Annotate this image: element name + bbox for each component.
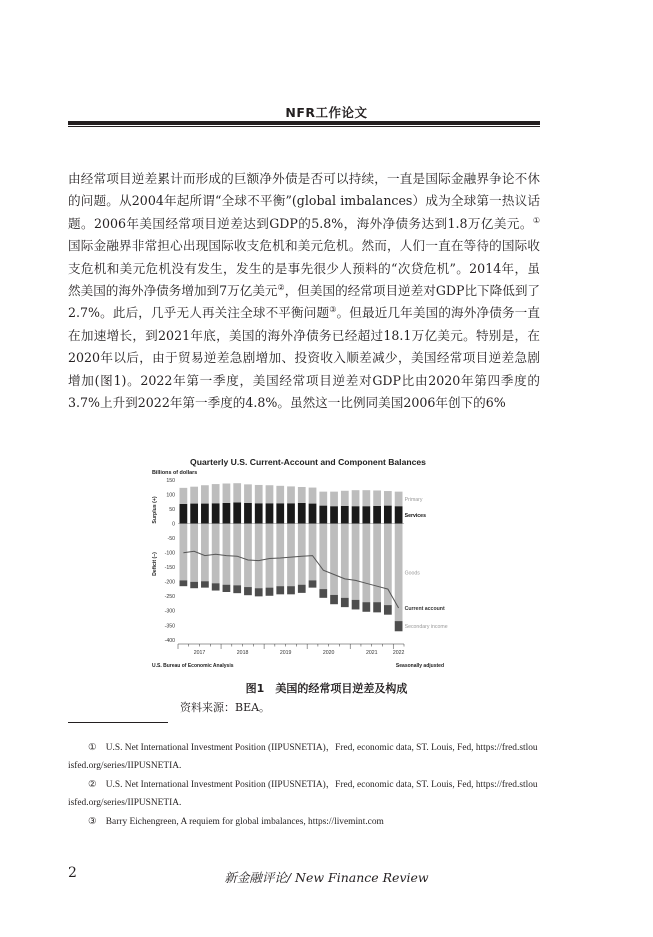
running-header-title: NFR工作论文 (285, 105, 368, 120)
bar-services (373, 506, 381, 524)
bar-primary (223, 483, 231, 502)
footnote-1: ① U.S. Net International Investment Position (IIPUSNETIA)，Fred, economic data, ST. Louis, Fed, https://fred.stlouisfed.org/series/IIPUSNETIA. (68, 743, 538, 771)
bar-secondary-income (352, 600, 360, 610)
bar-goods (309, 524, 317, 581)
footnote-separator (68, 722, 168, 723)
y-tick-label: -400 (164, 637, 175, 644)
bar-primary (373, 490, 381, 505)
header-thin-rule (68, 126, 540, 127)
year-label: 2018 (236, 650, 249, 656)
bar-services (190, 504, 198, 524)
bar-secondary-income (395, 621, 403, 631)
bar-secondary-income (201, 581, 209, 587)
bar-services (384, 506, 392, 524)
bar-services (287, 503, 295, 523)
figure-caption: 图1 美国的经常项目逆差及构成 (245, 682, 408, 695)
bar-goods (298, 524, 306, 585)
bar-primary (287, 486, 295, 503)
bar-secondary-income (212, 583, 220, 590)
bar-secondary-income (362, 602, 370, 612)
bar-secondary-income (190, 582, 198, 588)
paragraph-text-4: 。但最近几年美国的海外净债务一直在加速增长，到2021年底，美国的海外净债务已经超过18.1万亿美元。特别是，在2020年以后，由于贸易逆差急剧增加、投资收入顺差减少，美国经常项目逆差急剧增加(图1)。2022年第一季度，美国经常项目逆差对GDP比由2020年第四季度的3.7%上升到2022年第一季度的4.8%。虽然这一比例同美国2006年创下的6% (68, 305, 541, 411)
bar-services (233, 502, 241, 523)
bar-secondary-income (180, 580, 188, 586)
bar-secondary-income (330, 595, 338, 604)
bar-goods (233, 524, 241, 586)
bar-services (266, 503, 274, 523)
footnote-ref-3[interactable]: ③ (329, 305, 337, 315)
current-account-chart (148, 452, 460, 678)
chart-adjustment-label: Seasonally adjusted (395, 663, 444, 669)
bar-primary (266, 485, 274, 503)
chart-title: Quarterly U.S. Current-Account and Component Balances (190, 457, 426, 467)
footnotes (68, 740, 540, 834)
bar-primary (319, 492, 327, 506)
year-label: 2021 (365, 650, 378, 656)
bar-services (309, 504, 317, 524)
bar-goods (276, 524, 284, 587)
bar-primary (233, 483, 241, 502)
bar-goods (373, 524, 381, 603)
bar-services (244, 503, 252, 524)
legend-secondary-income: Secondary income (404, 624, 448, 631)
bar-primary (276, 486, 284, 503)
y-tick-label: 100 (166, 492, 175, 499)
bar-primary (362, 490, 370, 506)
y-tick-label: 150 (166, 477, 175, 484)
bar-primary (190, 487, 198, 504)
bar-goods (395, 524, 403, 621)
year-label: 2022 (392, 650, 405, 656)
bar-primary (201, 485, 209, 503)
bar-goods (287, 524, 295, 587)
bar-secondary-income (233, 585, 241, 593)
y-tick-label: -100 (164, 550, 175, 557)
bar-services (255, 503, 263, 523)
bar-secondary-income (223, 585, 231, 592)
y-tick-label: -50 (167, 535, 175, 542)
bar-primary (384, 491, 392, 506)
bar-goods (319, 524, 327, 589)
bar-services (362, 506, 370, 523)
bar-goods (266, 524, 274, 588)
bar-primary (212, 484, 220, 503)
legend-services: Services (404, 512, 426, 519)
bar-services (352, 506, 360, 523)
bar-services (212, 503, 220, 523)
bar-secondary-income (287, 586, 295, 594)
journal-name: 新金融评论/ New Finance Review (224, 870, 429, 885)
bar-services (180, 504, 188, 524)
y-tick-label: 50 (169, 506, 175, 513)
bar-secondary-income (309, 580, 317, 587)
year-label: 2019 (279, 650, 292, 656)
bar-goods (341, 524, 349, 598)
footnote-ref-1[interactable]: ① (532, 215, 540, 225)
bar-services (395, 506, 403, 523)
bar-secondary-income (244, 587, 252, 595)
bar-primary (244, 484, 252, 503)
bar-primary (395, 492, 403, 507)
bar-goods (244, 524, 252, 587)
body-paragraph (68, 168, 540, 414)
bar-goods (201, 524, 209, 582)
bar-services (298, 503, 306, 524)
bar-services (276, 503, 284, 523)
y-tick-label: -350 (164, 623, 175, 630)
bar-primary (352, 490, 360, 506)
bar-services (201, 504, 209, 524)
header-thick-rule (68, 121, 540, 125)
bar-goods (362, 524, 370, 603)
y-tick-label: 0 (172, 521, 175, 528)
bar-secondary-income (384, 605, 392, 615)
chart-source-label: U.S. Bureau of Economic Analysis (152, 663, 234, 669)
bar-primary (341, 491, 349, 506)
footnote-ref-2[interactable]: ② (277, 282, 285, 292)
bar-secondary-income (255, 588, 263, 596)
bar-goods (255, 524, 263, 589)
bar-primary (180, 488, 188, 504)
bar-secondary-income (373, 602, 381, 612)
bar-services (319, 506, 327, 524)
paragraph-text-3: ，但美国的经常项目逆差对GDP比下降低到了2.7%。此后，几乎无人再关注全球不平衡问题 (68, 283, 541, 321)
bar-secondary-income (276, 586, 284, 594)
bar-secondary-income (298, 585, 306, 593)
footnote-3: ③ Barry Eichengreen, A requiem for global imbalances, https://livemint.com (88, 817, 384, 828)
figure-source: 资料来源：BEA。 (180, 701, 271, 714)
legend-primary: Primary (404, 496, 423, 503)
chart-deficit-label: Deficit (–) (152, 552, 158, 576)
bar-primary (330, 492, 338, 507)
legend-goods: Goods (404, 570, 420, 577)
paragraph-text-1: 由经常项目逆差累计而形成的巨额净外债是否可以持续，一直是国际金融界争论不休的问题。从2004年起所谓“全球不平衡”(global imbalances）成为全球第一热议话题。2006年美国经常项目逆差达到GDP的5.8%，海外净债务达到1.8万亿美元。 (68, 171, 540, 231)
bar-goods (352, 524, 360, 600)
page-number: 2 (68, 865, 77, 881)
bar-services (223, 503, 231, 524)
legend-current-account: Current account (404, 606, 445, 612)
footnote-2: ② U.S. Net International Investment Position (IIPUSNETIA)，Fred, economic data, ST. Louis, Fed, https://fred.stlouisfed.org/series/IIPUSNETIA. (68, 780, 538, 808)
bar-primary (298, 487, 306, 503)
bar-secondary-income (319, 589, 327, 598)
paragraph-text-2: 国际金融界非常担心出现国际收支危机和美元危机。然而，人们一直在等待的国际收支危机和美元危机没有发生，发生的是事先很少人预料的“次贷危机”。2014年，虽然美国的海外净债务增加到7万亿美元 (68, 238, 540, 299)
bar-services (341, 506, 349, 524)
bar-primary (255, 485, 263, 503)
bar-goods (223, 524, 231, 585)
bar-primary (309, 488, 317, 504)
y-tick-label: -300 (164, 608, 175, 615)
bar-secondary-income (341, 598, 349, 607)
bar-secondary-income (266, 588, 274, 596)
chart-units-label: Billions of dollars (152, 470, 198, 476)
y-tick-label: -200 (164, 579, 175, 586)
y-tick-label: -250 (164, 594, 175, 601)
y-tick-label: -150 (164, 565, 175, 572)
bar-goods (212, 524, 220, 584)
year-label: 2020 (322, 650, 335, 656)
bar-goods (330, 524, 338, 595)
chart-surplus-label: Surplus (+) (152, 496, 158, 524)
bar-services (330, 506, 338, 523)
year-label: 2017 (193, 650, 206, 656)
